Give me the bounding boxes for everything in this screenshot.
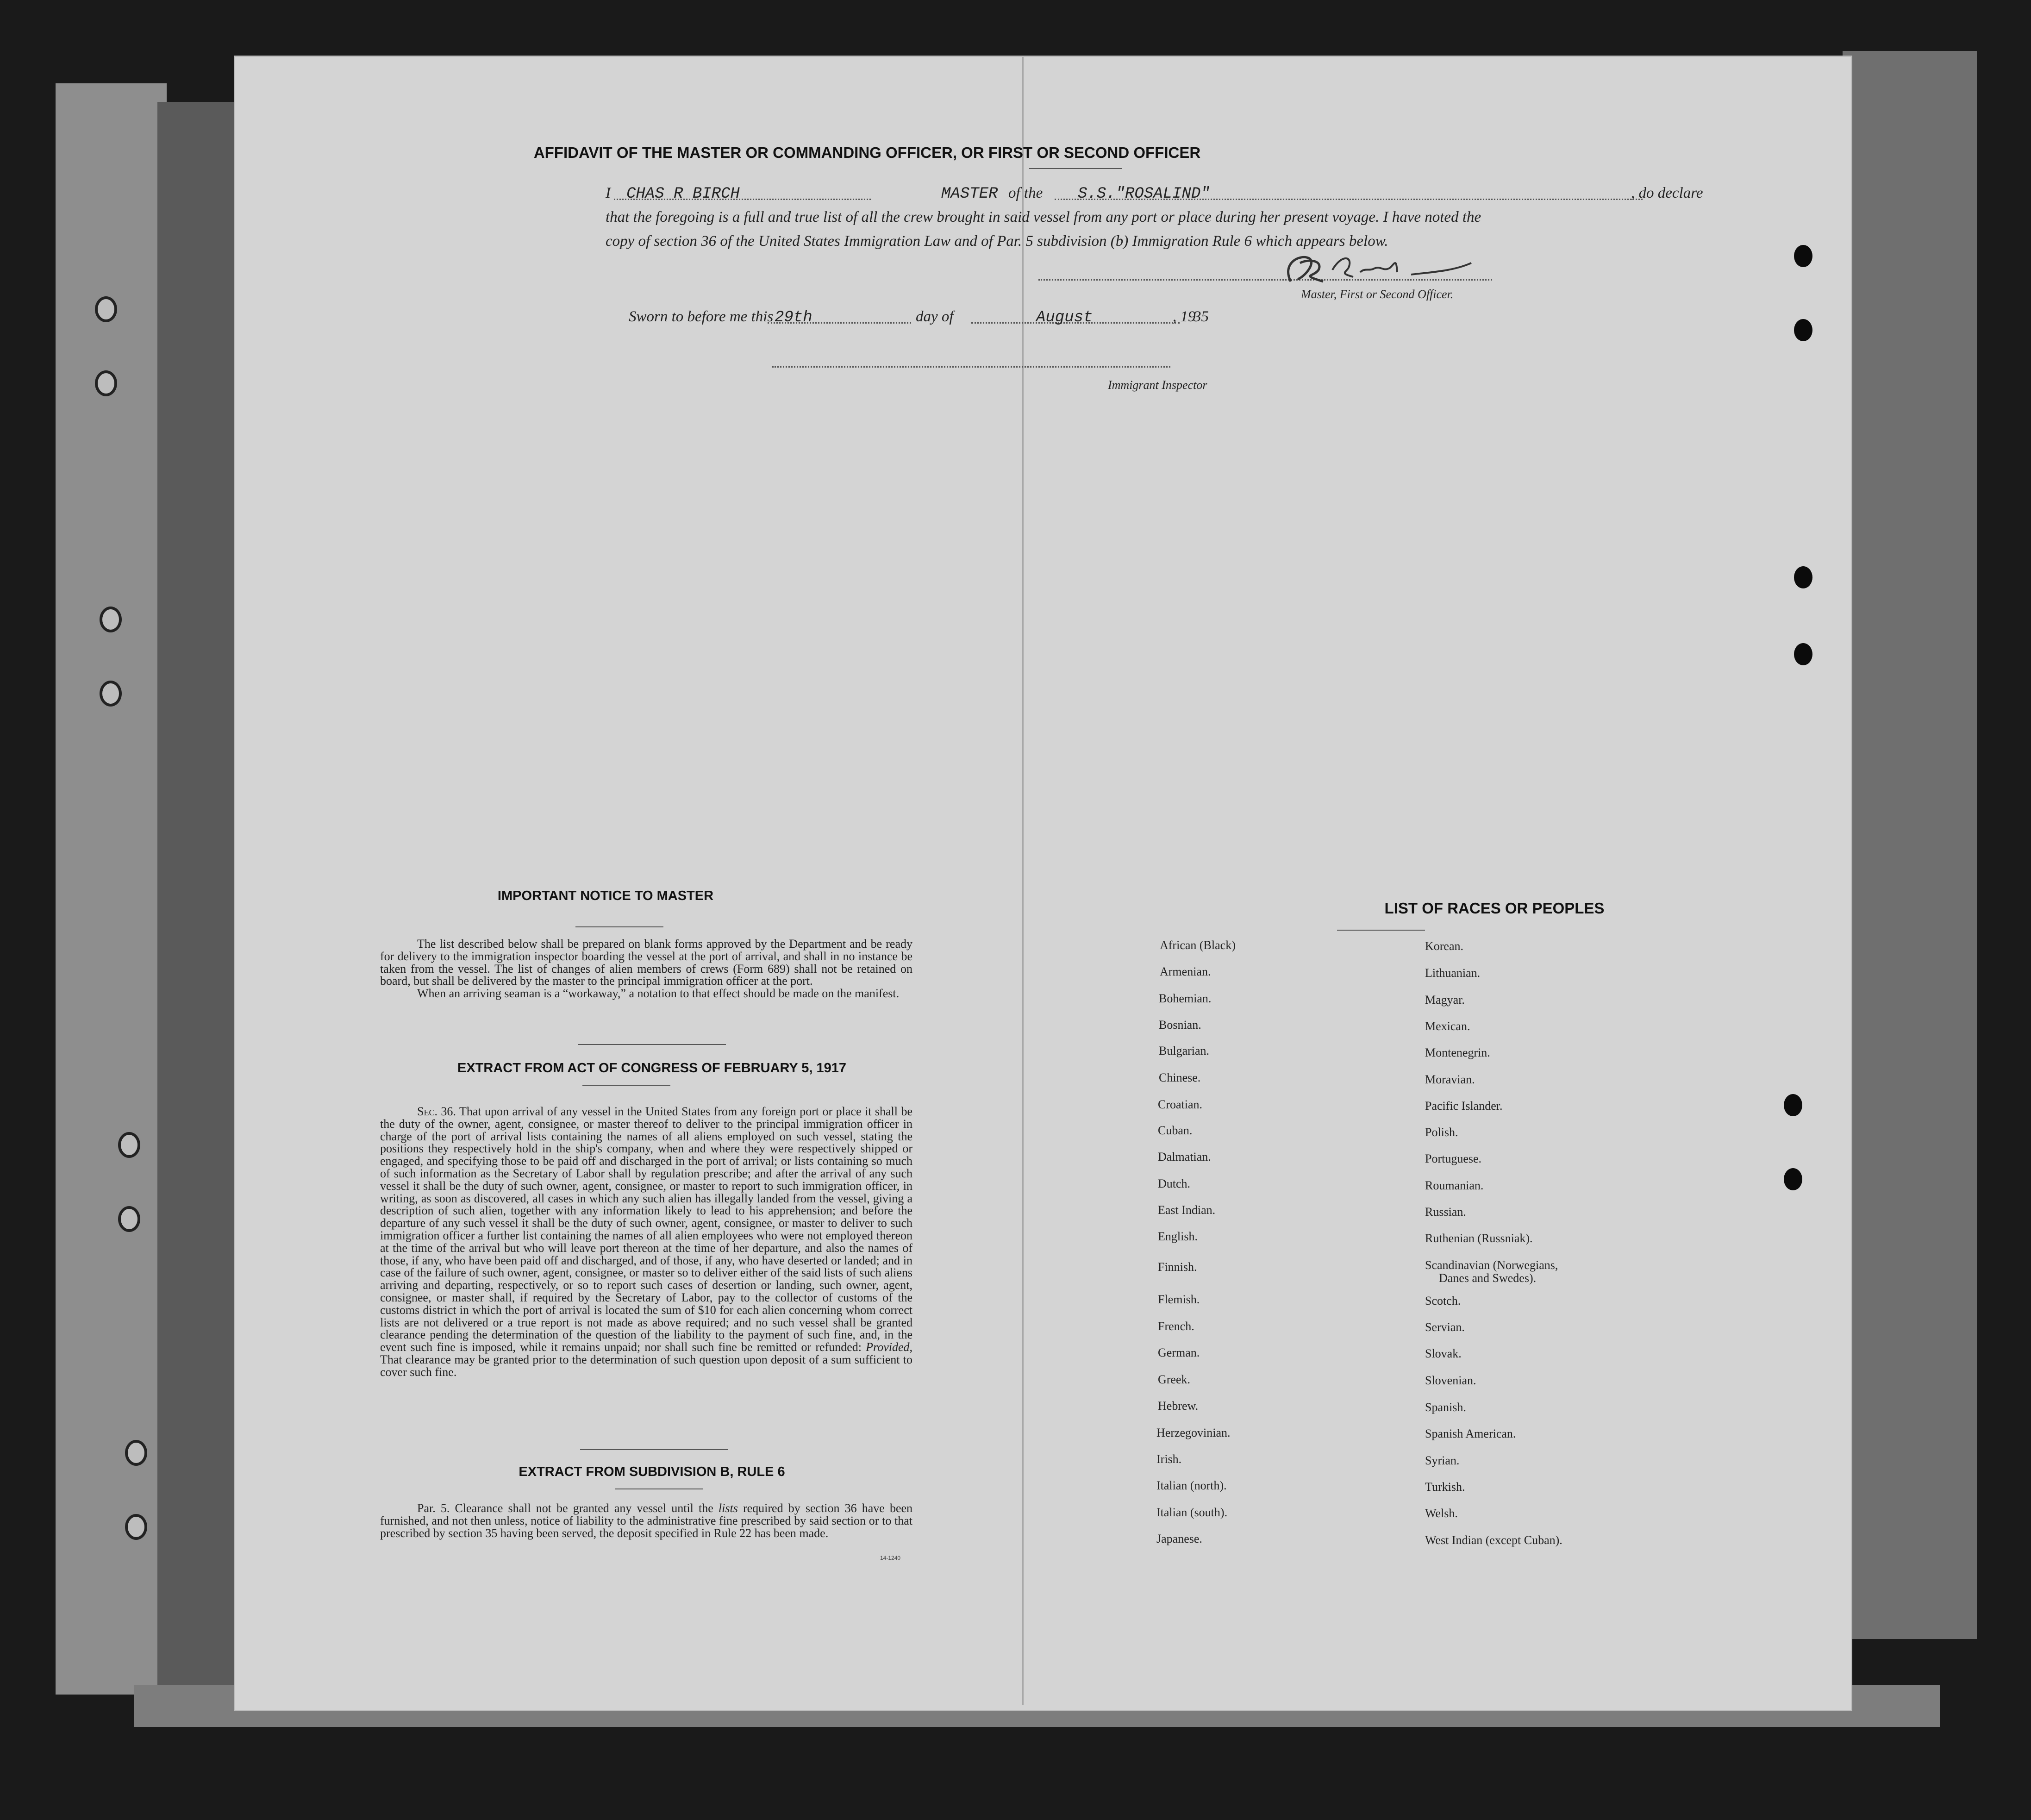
provided-word: Provided,: [866, 1340, 912, 1354]
race-item: Greek.: [1158, 1373, 1191, 1386]
center-fold: [1022, 57, 1024, 1705]
race-item: Portuguese.: [1425, 1152, 1482, 1165]
race-item: Ruthenian (Russniak).: [1425, 1232, 1533, 1245]
race-item: Servian.: [1425, 1320, 1465, 1334]
race-item: Korean.: [1425, 939, 1464, 953]
race-item: English.: [1158, 1230, 1198, 1243]
race-item: Slovak.: [1425, 1347, 1462, 1360]
binder-hole: [95, 370, 117, 396]
race-item: Polish.: [1425, 1126, 1458, 1139]
race-item: Magyar.: [1425, 993, 1465, 1007]
race-item: Croatian.: [1158, 1098, 1203, 1111]
race-item: Cuban.: [1158, 1124, 1193, 1137]
race-item: Bosnian.: [1159, 1018, 1201, 1032]
day-of-label: day of: [916, 308, 954, 325]
section-rule: [578, 1044, 726, 1045]
race-item: German.: [1158, 1346, 1200, 1359]
binder-hole: [118, 1206, 140, 1232]
race-item: French.: [1158, 1320, 1194, 1333]
affidavit-line-3: copy of section 36 of the United States Immigration Law and of Par. 5 subdivision (b) Immigration Rule 6 which appears below.: [606, 233, 1388, 250]
pronoun-i: I: [606, 185, 611, 201]
race-item: Dalmatian.: [1158, 1150, 1211, 1163]
race-item: Moravian.: [1425, 1073, 1475, 1086]
section-36-end: That clearance may be granted prior to the determination of such question upon deposit of a sum sufficient to cover such fine.: [380, 1352, 912, 1379]
section-36-body: That upon arrival of any vessel in the United States from any foreign port or place it shall be the duty of the owner, agent, consignee, or master thereof to deliver to the principal immigration officer in charge of the port of arrival lists containing the names of all aliens employed on such vessel, stating the positions they respectively hold in the ship's company, when and where they were respectively shipped or engaged, and specifying those to be paid off and discharged in the port of arrival; or lists containing so much of such information as the Secretary of Labor shall by regulation prescribe; and after the arrival of any such vessel it shall be the duty of such owner, agent, consignee, or master to report to such immigration officer, in writing, as soon as discovered, all cases in which any such alien has illegally landed from the vessel, giving a description of such alien, together with any information likely to lead to his apprehension; and before the departure of any such vessel it shall be the duty of such owner, agent, consignee, or master to deliver to such immigration officer a further list containing the names of all alien employees who were not employed thereon at the time of the arrival but who will leave port thereon at the time of her departure, and also the names of those, if any, who have been paid off and discharged, and of those, if any, who have deserted or landed; and in case of the failure of such owner, agent, consignee, or master so to deliver either of the said lists of such aliens arriving and departing, respectively, or so to report such cases of desertion or landing, such owner, agent, consignee, or master shall, if required by the Secretary of Labor, pay to the collector of customs of the customs district in which the port of arrival is located the sum of $10 for each alien concerning whom correct lists are not delivered or a true report is not made as above required; and no such vessel shall be granted clearance pending the determination of the question of the liability to the payment of such fine, and, in the event such fine is imposed, while it remains unpaid; nor shall such fine be remitted or refunded:: [380, 1105, 912, 1354]
vessel-name: S.S."ROSALIND": [1078, 185, 1210, 203]
punch-hole: [1794, 245, 1812, 267]
notice-paragraph-2: When an arriving seaman is a “workaway,” a notation to that effect should be made on the manifest.: [417, 987, 900, 1000]
notice-rule: [575, 926, 663, 927]
sworn-label: Sworn to before me this: [629, 308, 774, 325]
races-list-title: LIST OF RACES OR PEOPLES: [1384, 900, 1605, 917]
race-item: Welsh.: [1425, 1507, 1458, 1520]
section-36-text: [380, 1106, 912, 1379]
inspector-line: [772, 366, 1170, 368]
race-item: Spanish.: [1425, 1401, 1466, 1414]
race-item: Italian (south).: [1156, 1506, 1228, 1519]
signature-caption: Master, First or Second Officer.: [1301, 288, 1454, 301]
race-item: Herzegovinian.: [1156, 1426, 1231, 1439]
race-item: Mexican.: [1425, 1019, 1470, 1033]
title-rule: [1029, 168, 1122, 169]
race-item: Italian (north).: [1156, 1479, 1227, 1492]
race-item: Spanish American.: [1425, 1427, 1516, 1440]
affidavit-line-2: that the foregoing is a full and true list of all the crew brought in said vessel from any port or place during her present voyage. I have noted the: [606, 209, 1481, 225]
of-the-label: of the: [1008, 185, 1043, 201]
rule-6-text-b: required by section 36 have been furnished, and not then unless, notice of liability to the administrative fine prescribed by said section or to that prescribed by section 35 having been served, the deposit specified in Rule 22 has been made.: [380, 1501, 913, 1540]
notice-paragraph-1: The list described below shall be prepared on blank forms approved by the Department and be ready for delivery to the immigration inspector boarding the vessel at the port of arrival, and shall in no instance be taken from the vessel. The list of changes of alien members of crews (Form 689) shall not be retained on board, but shall be delivered by the master to the principal immigration officer at the port.: [380, 937, 912, 988]
extract-act-title: EXTRACT FROM ACT OF CONGRESS OF FEBRUARY 5, 1917: [457, 1061, 847, 1076]
race-item: Dutch.: [1158, 1177, 1191, 1190]
race-item: Bulgarian.: [1159, 1044, 1210, 1057]
race-item: Scandinavian (Norwegians,: [1425, 1258, 1558, 1272]
race-item: Pacific Islander.: [1425, 1099, 1503, 1113]
race-item: Flemish.: [1158, 1293, 1200, 1306]
rule-6-text-a: Par. 5. Clearance shall not be granted any vessel until the: [417, 1501, 713, 1515]
affidavit-line-1: [606, 181, 1721, 205]
lists-word: lists: [718, 1501, 738, 1515]
binder-hole: [95, 296, 117, 322]
sworn-month: August: [1036, 309, 1093, 326]
notice-title: IMPORTANT NOTICE TO MASTER: [497, 888, 714, 903]
race-item: Irish.: [1156, 1452, 1182, 1466]
binder-hole: [118, 1132, 140, 1158]
race-item: Finnish.: [1158, 1260, 1197, 1274]
race-item: Roumanian.: [1425, 1179, 1484, 1192]
punch-hole: [1794, 566, 1812, 588]
punch-hole: [1794, 643, 1812, 665]
sworn-line: [629, 305, 1416, 329]
race-item: Bohemian.: [1159, 992, 1212, 1005]
punch-hole: [1784, 1094, 1802, 1116]
punch-hole: [1794, 319, 1812, 341]
race-item: Chinese.: [1159, 1071, 1201, 1084]
race-item: Scotch.: [1425, 1294, 1461, 1307]
race-item: Lithuanian.: [1425, 966, 1481, 980]
race-item: Danes and Swedes).: [1439, 1271, 1537, 1285]
inspector-caption: Immigrant Inspector: [1108, 378, 1207, 392]
master-name: CHAS R BIRCH: [626, 185, 740, 203]
race-item: Syrian.: [1425, 1454, 1460, 1467]
extract-act-rule: [582, 1085, 670, 1086]
document-page: [234, 56, 1852, 1711]
sworn-day: 29th: [775, 309, 812, 326]
race-item: Turkish.: [1425, 1480, 1465, 1494]
extract-rule-title: EXTRACT FROM SUBDIVISION B, RULE 6: [519, 1464, 785, 1479]
binder-hole: [125, 1440, 147, 1466]
race-item: Slovenian.: [1425, 1374, 1476, 1387]
race-item: Armenian.: [1160, 965, 1211, 978]
binder-hole: [100, 681, 122, 707]
races-rule: [1337, 930, 1425, 931]
year-prefix: , 19: [1173, 308, 1196, 325]
rule-6-text: [380, 1502, 912, 1539]
binder-hole: [100, 607, 122, 632]
race-item: East Indian.: [1158, 1203, 1216, 1217]
race-item: African (Black): [1160, 938, 1236, 952]
race-item: Japanese.: [1156, 1532, 1202, 1545]
do-declare-label: , do declare: [1631, 185, 1703, 201]
punch-hole: [1784, 1168, 1802, 1190]
affidavit-title: AFFIDAVIT OF THE MASTER OR COMMANDING OFFICER, OR FIRST OR SECOND OFFICER: [533, 144, 1201, 161]
race-item: Hebrew.: [1158, 1399, 1199, 1413]
binder-hole: [125, 1514, 147, 1540]
section-rule: [580, 1449, 728, 1450]
rank-value: MASTER: [941, 185, 998, 203]
race-item: Russian.: [1425, 1205, 1466, 1219]
year-suffix: 35: [1194, 308, 1209, 325]
form-code: 14-1240: [880, 1555, 901, 1561]
race-item: West Indian (except Cuban).: [1425, 1533, 1562, 1547]
race-item: Montenegrin.: [1425, 1046, 1490, 1059]
section-label: Sec. 36.: [417, 1105, 456, 1118]
underlying-page-right: [1843, 51, 1977, 1639]
underlying-page-left: [56, 83, 167, 1695]
